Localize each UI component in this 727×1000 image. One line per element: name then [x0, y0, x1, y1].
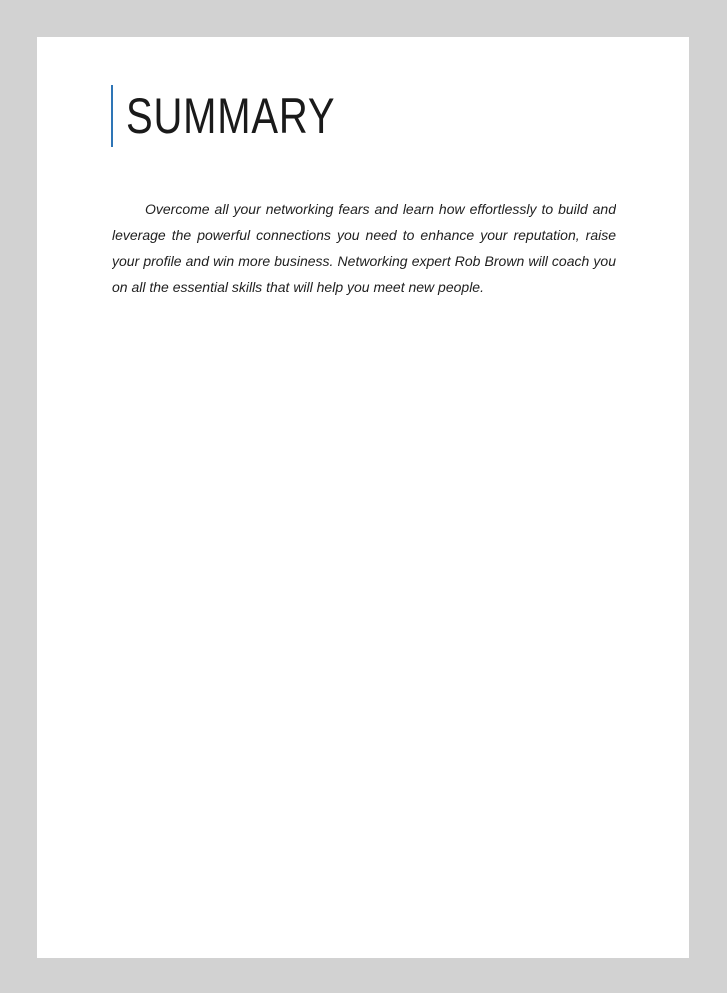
- paragraph-line: leverage the powerful connections you need to enhance your reputation, raise: [112, 227, 616, 243]
- heading-accent-bar: [111, 85, 113, 147]
- summary-paragraph: [112, 196, 616, 300]
- paragraph-line: Overcome all your networking fears and learn how effortlessly to build and: [145, 201, 616, 217]
- viewport-bottom-gap: [0, 993, 727, 1000]
- summary-heading-block: [111, 85, 388, 147]
- paragraph-line: your profile and win more business. Networking expert Rob Brown will coach you: [112, 253, 616, 269]
- page-title: SUMMARY: [126, 88, 336, 144]
- document-page[interactable]: [37, 37, 689, 958]
- paragraph-line: on all the essential skills that will help you meet new people.: [112, 279, 484, 295]
